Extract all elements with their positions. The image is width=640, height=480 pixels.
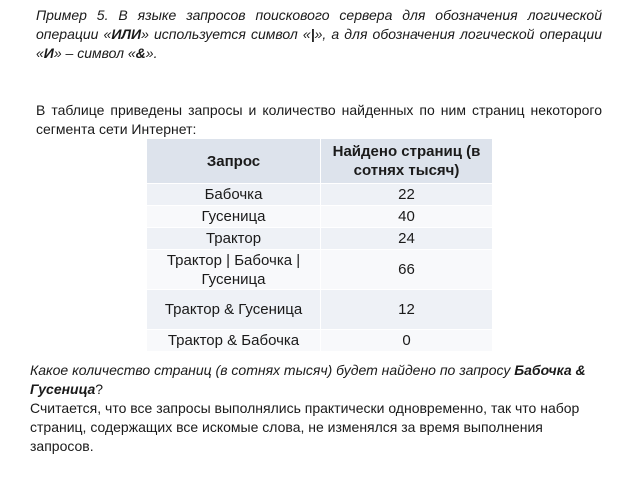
table-row	[147, 290, 493, 330]
question-query: Бабочка & Гусеница	[30, 362, 586, 397]
example-prefix: Пример 5. В языке запросов поискового сервера для обозначения логической операции «	[36, 7, 602, 42]
count-cell: 12	[321, 290, 493, 330]
or-symbol: |	[310, 26, 315, 42]
question-text: Какое количество страниц (в сотнях тысяч) будет найдено по запросу	[30, 362, 515, 378]
table-row	[147, 330, 493, 352]
intro-paragraph: В таблице приведены запросы и количество найденных по ним страниц некоторого сегмента сети Интернет:	[36, 102, 602, 137]
header-pages-found: Найдено страниц (в сотнях тысяч)	[321, 139, 493, 184]
and-operation-word: И	[43, 45, 54, 61]
count-cell: 0	[321, 330, 493, 352]
query-cell: Трактор | Бабочка | Гусеница	[147, 250, 321, 290]
table-row	[147, 228, 493, 250]
example-mid-3: » – символ «	[53, 45, 136, 61]
and-symbol: &	[135, 45, 146, 61]
query-cell: Трактор & Гусеница	[147, 290, 321, 330]
example-mid-1: » используется символ «	[141, 26, 311, 42]
count-cell: 24	[321, 228, 493, 250]
example-mid-2: », а для обозначения логической операции «	[36, 26, 602, 61]
query-cell: Гусеница	[147, 206, 321, 228]
table-row	[147, 250, 493, 290]
query-cell: Бабочка	[147, 184, 321, 206]
query-table	[146, 138, 493, 352]
count-cell: 22	[321, 184, 493, 206]
table-row	[147, 184, 493, 206]
question-note: Считается, что все запросы выполнялись практически одновременно, так что набор страниц, содержащих все искомые слова, не изменялся за время выполнения запросов.	[30, 400, 580, 454]
example-paragraph	[36, 6, 602, 63]
table-row	[147, 206, 493, 228]
header-query: Запрос	[147, 139, 321, 184]
count-cell: 66	[321, 250, 493, 290]
table-header-row	[147, 139, 493, 184]
count-cell: 40	[321, 206, 493, 228]
example-suffix: ».	[145, 45, 158, 61]
query-cell: Трактор & Бабочка	[147, 330, 321, 352]
or-operation-word: ИЛИ	[111, 26, 142, 42]
question-mark: ?	[95, 381, 104, 397]
question-block	[30, 361, 610, 456]
query-cell: Трактор	[147, 228, 321, 250]
